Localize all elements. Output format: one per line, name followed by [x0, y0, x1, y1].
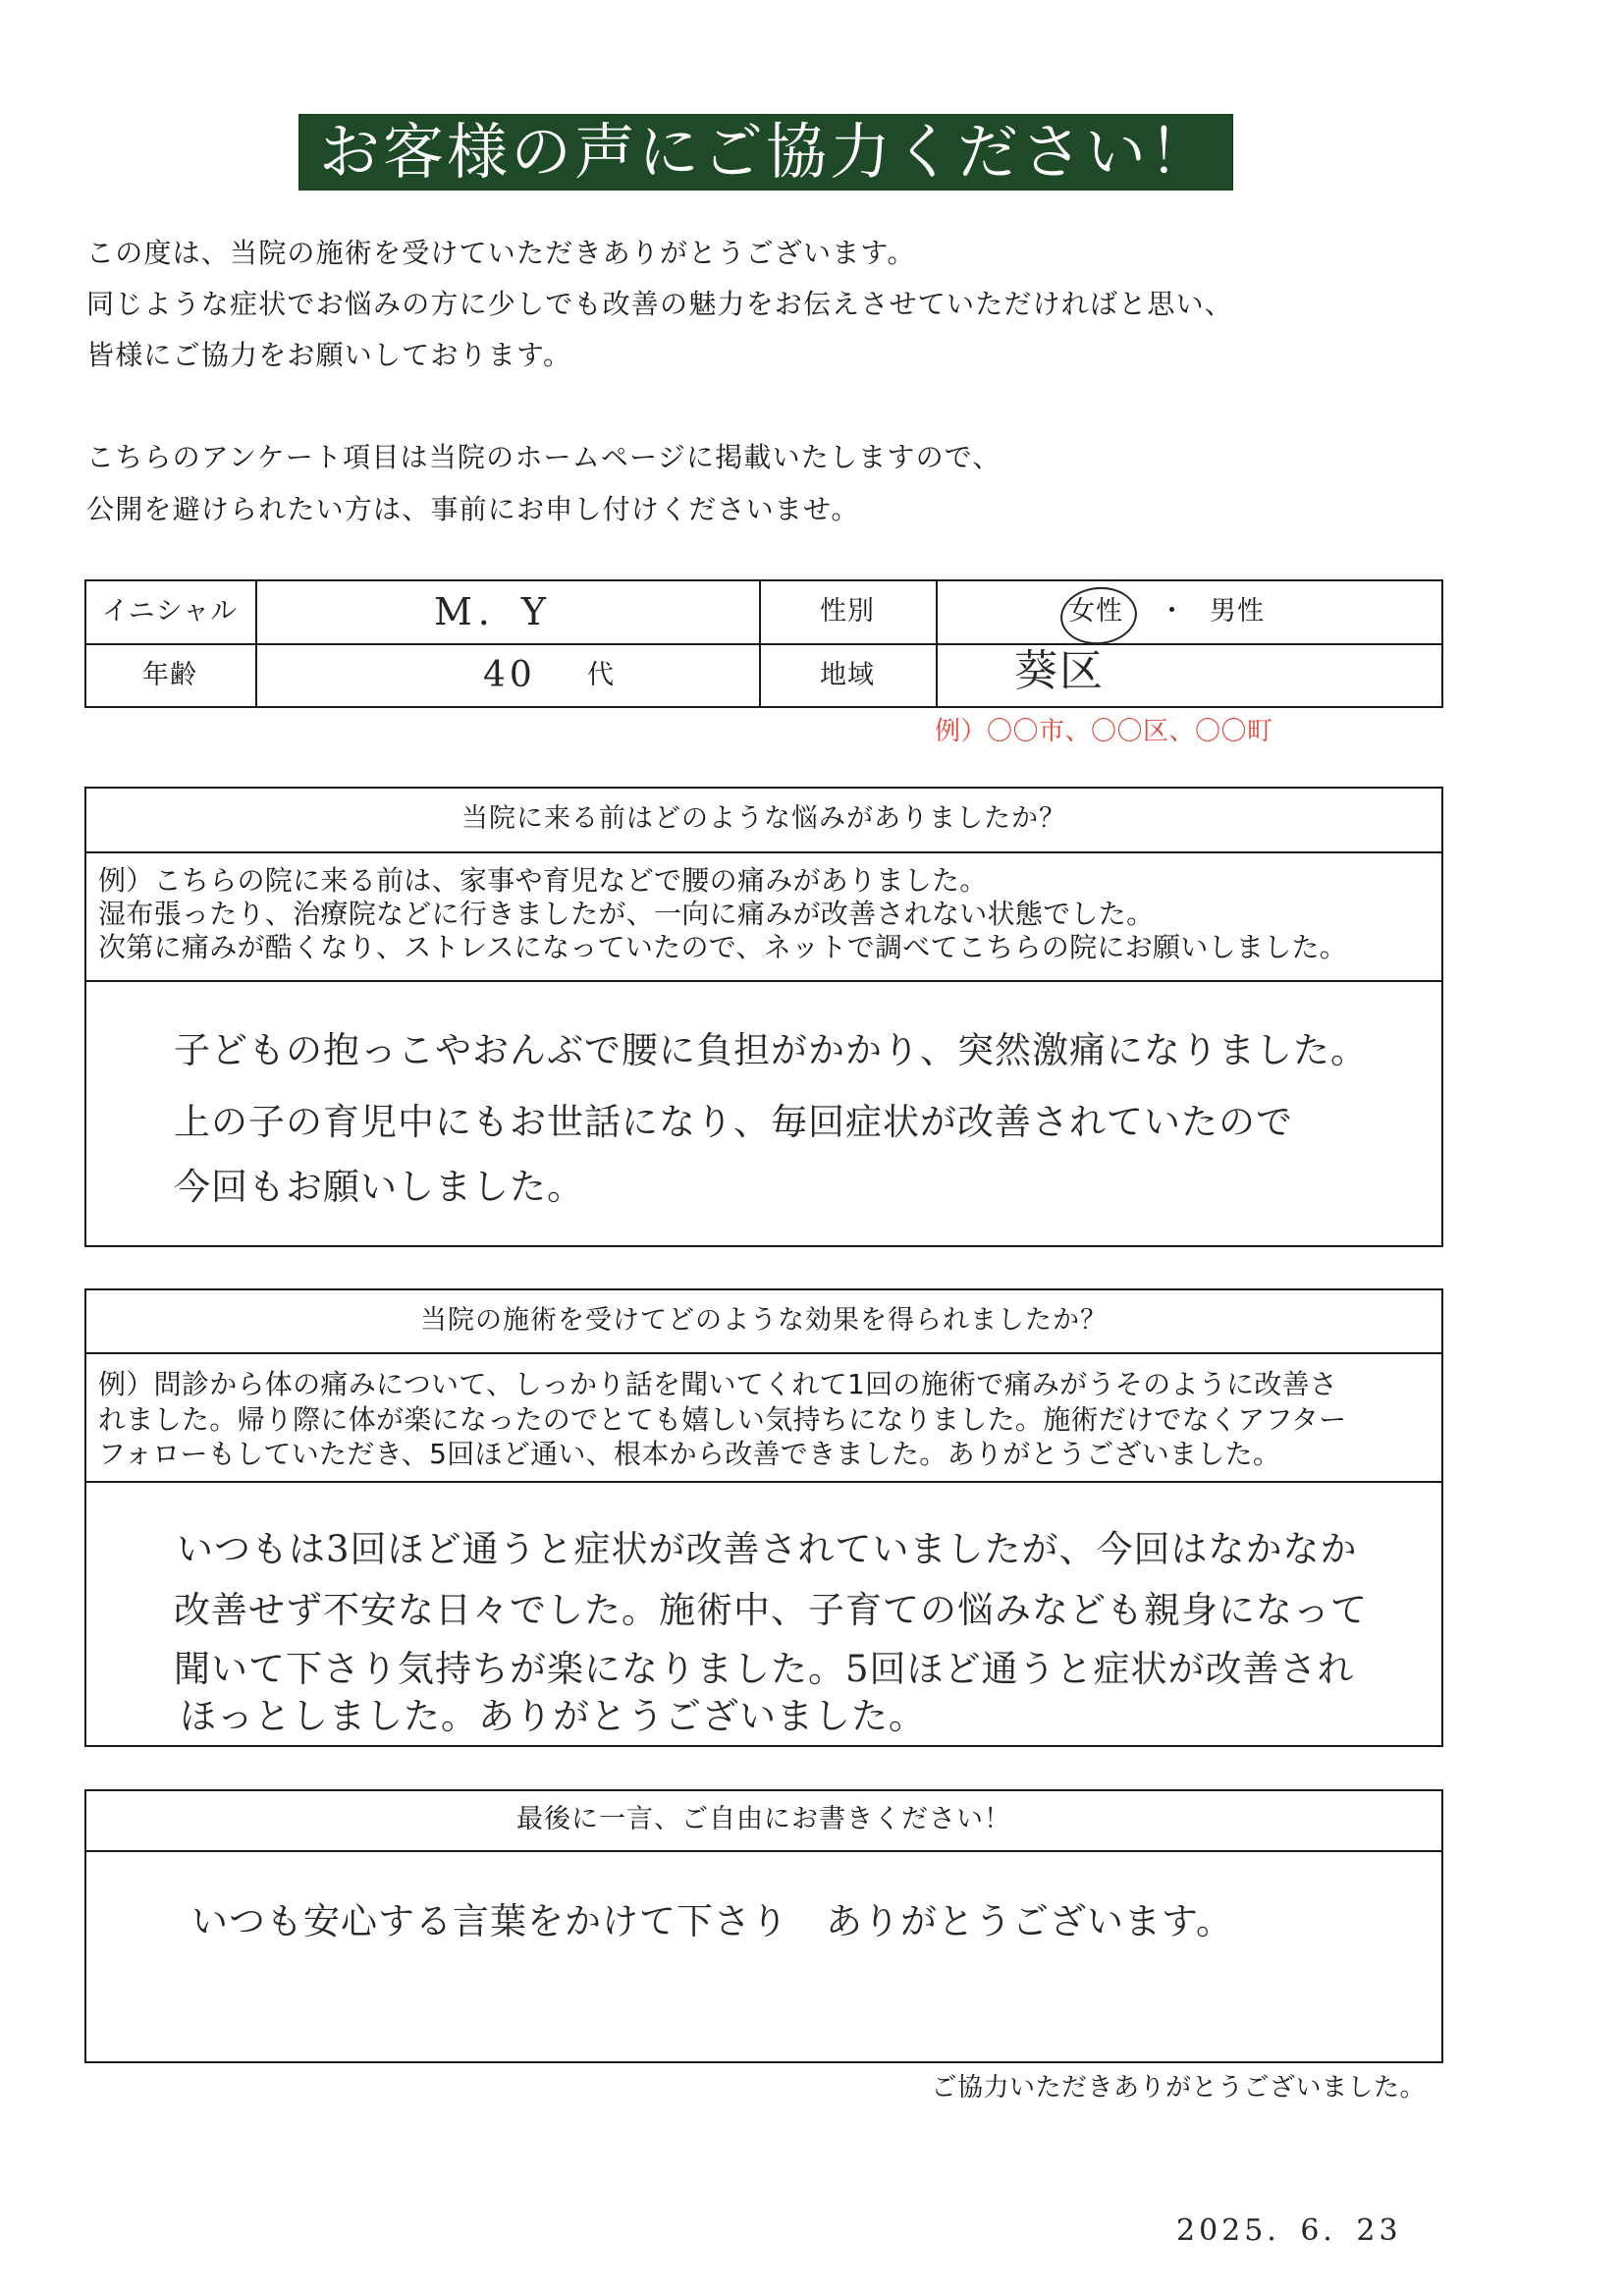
gender-option-female: 女性: [1068, 596, 1123, 627]
question-2-answer-line: いつもは3回ほど通うと症状が改善されていましたが、今回はなかなか: [177, 1528, 1358, 1570]
handwritten-date: 2025．6．23: [1176, 2214, 1402, 2248]
intro-line: 同じような症状でお悩みの方に少しでも改善の魅力をお伝えさせていただければと思い、: [86, 288, 1234, 320]
gender-separator: ・: [1159, 596, 1186, 627]
table-column-divider: [255, 579, 257, 708]
notice-line: こちらのアンケート項目は当院のホームページに掲載いたしますので、: [86, 441, 1001, 473]
region-value: 葵区: [1014, 646, 1105, 696]
age-label: 年齢: [142, 660, 197, 690]
table-column-divider: [936, 579, 938, 708]
question-3-header: 最後に一言、ご自由にお書きください！: [516, 1804, 1011, 1834]
age-unit: 代: [587, 660, 615, 690]
gender-option-male: 男性: [1210, 596, 1265, 627]
question-1-answer-line: 上の子の育児中にもお世話になり、毎回症状が改善されていたので: [174, 1101, 1293, 1143]
question-2-example-line: 例）問診から体の痛みについて、しっかり話を聞いてくれて1回の施術で痛みがうそのように改善さ: [98, 1368, 1338, 1400]
question-2-header-divider: [84, 1352, 1443, 1354]
question-1-header-divider: [84, 851, 1443, 853]
region-label: 地域: [820, 660, 875, 690]
question-1-answer-line: 子どもの抱っこやおんぶで腰に負担がかかり、突然激痛になりました。: [174, 1029, 1368, 1071]
age-value: 40: [483, 655, 536, 695]
question-1-example-line: 例）こちらの院に来る前は、家事や育児などで腰の痛みがありました。: [98, 864, 988, 897]
question-2-example-divider: [84, 1481, 1443, 1483]
initial-value: M．Y: [434, 590, 552, 633]
question-2-answer-line: 聞いて下さり気持ちが楽になりました。5回ほど通うと症状が改善され: [174, 1648, 1355, 1690]
page-title: お客様の声にご協力ください！: [318, 116, 1213, 188]
question-1-example-line: 湿布張ったり、治療院などに行きましたが、一向に痛みが改善されない状態でした。: [98, 898, 1155, 930]
initial-label: イニシャル: [101, 596, 239, 627]
closing-message: ご協力いただきありがとうございました。: [931, 2073, 1426, 2103]
question-3-header-divider: [84, 1850, 1443, 1852]
question-1-example-divider: [84, 980, 1443, 982]
question-1-header: 当院に来る前はどのような悩みがありましたか？: [461, 803, 1066, 834]
notice-line: 公開を避けられたい方は、事前にお申し付けくださいませ。: [86, 493, 860, 525]
question-3-answer-line: いつも安心する言葉をかけて下さり ありがとうございます。: [191, 1900, 1234, 1942]
region-example: 例）〇〇市、〇〇区、〇〇町: [935, 717, 1273, 746]
question-2-example-line: れました。帰り際に体が楽になったのでとても嬉しい気持ちになりました。施術だけでなくアフター: [98, 1403, 1347, 1436]
question-2-header: 当院の施術を受けてどのような効果を得られましたか？: [420, 1305, 1108, 1336]
question-1-example-line: 次第に痛みが酷くなり、ストレスになっていたので、ネットで調べてこちらの院にお願いしました。: [98, 931, 1348, 963]
gender-label: 性別: [820, 596, 875, 627]
title-bar: [299, 115, 1232, 190]
question-2-answer-line: ほっとしました。ありがとうございました。: [180, 1695, 926, 1737]
question-1-answer-line: 今回もお願いしました。: [174, 1166, 584, 1208]
question-2-answer-line: 改善せず不安な日々でした。施術中、子育ての悩みなども親身になって: [174, 1589, 1368, 1631]
question-2-example-line: フォローもしていただき、5回ほど通い、根本から改善できました。ありがとうございました。: [98, 1438, 1281, 1470]
intro-line: 皆様にご協力をお願いしております。: [86, 339, 572, 371]
intro-line: この度は、当院の施術を受けていただきありがとうございます。: [86, 237, 916, 269]
